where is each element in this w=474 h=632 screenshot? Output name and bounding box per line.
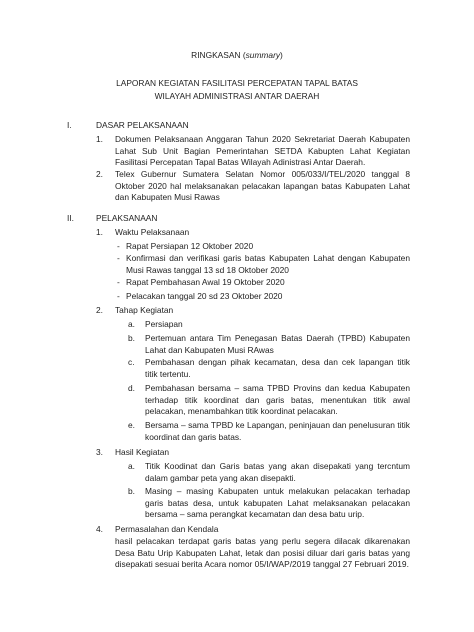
sub-item-text: Persiapan [145,319,183,329]
list-item-text: Telex Gubernur Sumatera Selatan Nomor 005/033/I/TEL/2020 tanggal 8 Oktober 2020 hal melaksanakan pelacakan lapangan batas Kabupaten Lahat dan Kabupaten Musi Rawas [115,169,410,203]
bullet-text: Konfirmasi dan verifikasi garis batas Kabupaten Lahat dengan Kabupaten Musi Rawas tanggal 13 sd 18 Oktober 2020 [126,253,410,275]
bullet-text: Rapat Pembahasan Awal 19 Oktober 2020 [126,277,285,287]
title-suffix: ) [280,50,283,60]
sub-item-text: Masing – masing Kabupaten untuk melakukan pelacakan terhadap garis batas desa, untuk kabupaten Lahat melaksanakan pelacakan bersama – sama perangkat kecamatan dan desa batu urip. [145,486,410,520]
bullet-dash: - [117,291,120,301]
title-text: RINGKASAN ( [191,50,246,60]
bullet-dash: - [117,277,120,287]
paragraph-text: hasil pelacakan terdapat garis batas yang perlu segera dilacak dikarenakan Desa Batu Urip Kabupaten Lahat, letak dan posisi diluar dari garis batas yang disepakati sesuai berita Acara nomor 05/I/WAP/2019 tanggal 27 Februari 2019. [115,536,410,570]
subsection-title: Permasalahan dan Kendala [115,524,219,534]
subsection-title: Hasil Kegiatan [115,447,170,457]
list-number: 1. [96,134,103,144]
title-italic: summary [245,50,281,60]
sub-letter: a. [128,461,135,471]
sub-letter: b. [128,333,135,343]
list-number: 4. [96,524,103,534]
section-numeral: II. [67,213,74,223]
heading-line-1: LAPORAN KEGIATAN FASILITASI PERCEPATAN TAPAL BATAS [116,78,358,88]
section-title: DASAR PELAKSANAAN [96,120,189,130]
sub-letter: a. [128,319,135,329]
sub-letter: d. [128,383,135,393]
list-number: 3. [96,447,103,457]
list-number: 1. [96,227,103,237]
bullet-text: Rapat Persiapan 12 Oktober 2020 [126,241,254,251]
sub-item-text: Bersama – sama TPBD ke Lapangan, peninjauan dan penelusuran titik koordinat dan garis batas. [145,420,410,442]
sub-item-text: Titik Koodinat dan Garis batas yang akan disepakati yang tercntum dalam gambar peta yang akan disepakti. [145,461,410,483]
sub-letter: e. [128,420,135,430]
sub-item-text: Pembahasan bersama – sama TPBD Provins dan kedua Kabupaten terhadap titik koordinat dan garis batas, menentukan titik awal pelacakan, menambahkan titik koordinat pelacakan. [145,383,410,417]
section-numeral: I. [67,120,72,130]
bullet-dash: - [117,253,120,263]
document-title [0,50,474,62]
list-item-text: Dokumen Pelaksanaan Anggaran Tahun 2020 Sekretariat Daerah Kabupaten Lahat Sub Unit Bagian Pemerintahan SETDA Kabupten Lahat Kegiatan Fasilitasi Percepatan Tapal Batas Wilayah Adinistrasi Antar Daerah. [115,134,410,168]
subsection-title: Tahap Kegiatan [115,305,174,315]
sub-letter: b. [128,486,135,496]
bullet-dash: - [117,241,120,251]
list-number: 2. [96,305,103,315]
section-title: PELAKSANAAN [96,213,158,223]
bullet-text: Pelacakan tanggal 20 sd 23 Oktober 2020 [126,291,283,301]
sub-letter: c. [128,357,135,367]
heading-line-2: WILAYAH ADMINISTRASI ANTAR DAERAH [154,91,320,101]
list-number: 2. [96,169,103,179]
sub-item-text: Pertemuan antara Tim Penegasan Batas Daerah (TPBD) Kabupaten Lahat dan Kabupaten Musi RAwas [145,333,410,355]
subsection-title: Waktu Pelaksanaan [115,227,190,237]
sub-item-text: Pembahasan dengan pihak kecamatan, desa dan cek lapangan titik titik tertentu. [145,357,410,379]
